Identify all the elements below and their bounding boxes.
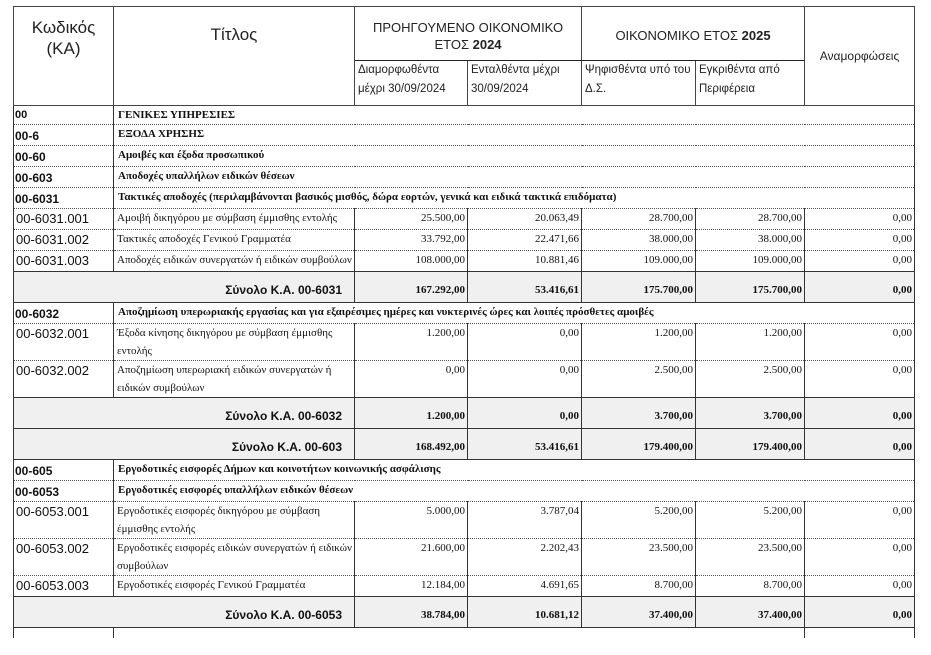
item-approved: 8.700,00	[696, 576, 805, 597]
total-approved: 175.700,00	[696, 272, 805, 303]
header-current-year	[582, 7, 805, 61]
budget-table	[13, 6, 915, 638]
total-reflows: 0,00	[805, 597, 915, 628]
section-code: 00-6031	[14, 188, 114, 209]
section-code: 00-6	[14, 125, 114, 146]
item-formed: 0,00	[355, 361, 468, 398]
item-approved: 28.700,00	[696, 209, 805, 230]
item-reflows: 0,00	[805, 209, 915, 230]
total-committed: 0,00	[468, 398, 582, 429]
section-title: ΓΕΝΙΚΕΣ ΥΠΗΡΕΣΙΕΣ	[114, 106, 915, 125]
section-row	[14, 146, 915, 167]
total-row	[14, 597, 915, 628]
item-code: 00-6031.003	[14, 251, 114, 272]
item-voted: 8.700,00	[582, 576, 696, 597]
item-reflows: 0,00	[805, 576, 915, 597]
header-voted: Ψηφισθέντα υπό του Δ.Σ.	[582, 61, 696, 106]
item-title: Αποδοχές ειδικών συνεργατών ή ειδικών συμβούλων	[114, 251, 355, 272]
item-voted: 28.700,00	[582, 209, 696, 230]
item-code: 00-6032.001	[14, 324, 114, 361]
item-title: Αμοιβή δικηγόρου με σύμβαση έμμισθης εντολής	[114, 209, 355, 230]
total-approved: 37.400,00	[696, 597, 805, 628]
total-formed: 1.200,00	[355, 398, 468, 429]
item-title: Εργοδοτικές εισφορές Γενικού Γραμματέα	[114, 576, 355, 597]
item-formed: 33.792,00	[355, 230, 468, 251]
item-code: 00-6053.002	[14, 539, 114, 576]
prev-year-label: ΠΡΟΗΓΟΥΜΕΝΟ ΟΙΚΟΝΟΜΙΚΟ ΕΤΟΣ	[372, 19, 564, 52]
total-formed: 168.492,00	[355, 429, 468, 460]
section-title: Αποζημίωση υπερωριακής εργασίας και για εξαιρέσιμες ημέρες και νυκτερινές ώρες και λοιπές πρόσθετες αμοιβές	[114, 303, 915, 324]
item-committed: 20.063,49	[468, 209, 582, 230]
total-reflows: 0,00	[805, 272, 915, 303]
section-title: Εργοδοτικές εισφορές υπαλλήλων ειδικών θέσεων	[114, 481, 915, 502]
item-voted: 2.500,00	[582, 361, 696, 398]
table-row	[14, 502, 915, 539]
item-committed: 0,00	[468, 324, 582, 361]
section-code: 00-603	[14, 167, 114, 188]
item-title: Έξοδα κίνησης δικηγόρου με σύμβαση έμμισθης εντολής	[114, 324, 355, 361]
item-reflows: 0,00	[805, 539, 915, 576]
item-code: 00-6031.001	[14, 209, 114, 230]
total-voted: 179.400,00	[582, 429, 696, 460]
item-reflows: 0,00	[805, 230, 915, 251]
section-title: Εργοδοτικές εισφορές Δήμων και κοινοτήτων κοινωνικής ασφάλισης	[114, 460, 915, 481]
item-title: Αποζημίωση υπερωριακή ειδικών συνεργατών ή ειδικών συμβούλων	[114, 361, 355, 398]
total-committed: 53.416,61	[468, 272, 582, 303]
section-code: 00-6053	[14, 481, 114, 502]
section-row	[14, 167, 915, 188]
item-voted: 5.200,00	[582, 502, 696, 539]
total-approved: 179.400,00	[696, 429, 805, 460]
item-reflows: 0,00	[805, 251, 915, 272]
item-committed: 0,00	[468, 361, 582, 398]
table-row	[14, 230, 915, 251]
total-voted: 3.700,00	[582, 398, 696, 429]
total-row	[14, 272, 915, 303]
table-row	[14, 361, 915, 398]
item-title: Εργοδοτικές εισφορές ειδικών συνεργατών ή ειδικών συμβούλων	[114, 539, 355, 576]
gap-cell	[114, 628, 805, 639]
item-approved: 1.200,00	[696, 324, 805, 361]
item-code: 00-6053.001	[14, 502, 114, 539]
total-voted: 175.700,00	[582, 272, 696, 303]
cur-year-label: ΟΙΚΟΝΟΜΙΚΟ ΕΤΟΣ	[615, 28, 739, 44]
budget-table-page	[13, 6, 914, 638]
section-title: ΕΞΟΔΑ ΧΡΗΣΗΣ	[114, 125, 915, 146]
item-title: Εργοδοτικές εισφορές δικηγόρου με σύμβαση έμμισθης εντολής	[114, 502, 355, 539]
table-row	[14, 251, 915, 272]
item-committed: 2.202,43	[468, 539, 582, 576]
item-committed: 4.691,65	[468, 576, 582, 597]
section-row	[14, 303, 915, 324]
section-title: Τακτικές αποδοχές (περιλαμβάνονται βασικός μισθός, δώρα εορτών, γενικά και ειδικά τακτικά επιδόματα)	[114, 188, 915, 209]
item-formed: 25.500,00	[355, 209, 468, 230]
item-code: 00-6032.002	[14, 361, 114, 398]
item-formed: 5.000,00	[355, 502, 468, 539]
section-code: 00-605	[14, 460, 114, 481]
item-reflows: 0,00	[805, 361, 915, 398]
gap-cell	[14, 628, 114, 639]
total-formed: 38.784,00	[355, 597, 468, 628]
item-committed: 22.471,66	[468, 230, 582, 251]
item-approved: 109.000,00	[696, 251, 805, 272]
item-formed: 108.000,00	[355, 251, 468, 272]
total-reflows: 0,00	[805, 429, 915, 460]
item-title: Τακτικές αποδοχές Γενικού Γραμματέα	[114, 230, 355, 251]
total-label: Σύνολο Κ.Α. 00-6032	[14, 398, 355, 429]
section-code: 00	[14, 106, 114, 125]
prev-year-value: 2024	[472, 36, 502, 52]
section-title: Αμοιβές και έξοδα προσωπικού	[114, 146, 915, 167]
header-formed: Διαμορφωθέντα μέχρι 30/09/2024	[355, 61, 468, 106]
table-row-continuation	[14, 628, 915, 639]
section-code: 00-60	[14, 146, 114, 167]
item-approved: 38.000,00	[696, 230, 805, 251]
total-voted: 37.400,00	[582, 597, 696, 628]
table-row	[14, 209, 915, 230]
item-reflows: 0,00	[805, 324, 915, 361]
section-code: 00-6032	[14, 303, 114, 324]
item-formed: 12.184,00	[355, 576, 468, 597]
total-approved: 3.700,00	[696, 398, 805, 429]
total-formed: 167.292,00	[355, 272, 468, 303]
total-reflows: 0,00	[805, 398, 915, 429]
item-code: 00-6053.003	[14, 576, 114, 597]
section-row	[14, 188, 915, 209]
section-row	[14, 125, 915, 146]
total-committed: 10.681,12	[468, 597, 582, 628]
header-title: Τίτλος	[114, 7, 355, 106]
section-row	[14, 460, 915, 481]
table-row	[14, 324, 915, 361]
header-reflows: Αναμορφώσεις	[805, 7, 915, 106]
header-approved: Εγκριθέντα από Περιφέρεια	[696, 61, 805, 106]
item-approved: 2.500,00	[696, 361, 805, 398]
table-header	[14, 7, 915, 106]
table-row	[14, 539, 915, 576]
section-row	[14, 106, 915, 125]
gap-cell	[805, 628, 915, 639]
total-committed: 53.416,61	[468, 429, 582, 460]
total-row	[14, 398, 915, 429]
section-title: Αποδοχές υπαλλήλων ειδικών θέσεων	[114, 167, 915, 188]
item-approved: 23.500,00	[696, 539, 805, 576]
item-committed: 10.881,46	[468, 251, 582, 272]
item-voted: 23.500,00	[582, 539, 696, 576]
total-label: Σύνολο Κ.Α. 00-6031	[14, 272, 355, 303]
item-reflows: 0,00	[805, 502, 915, 539]
item-approved: 5.200,00	[696, 502, 805, 539]
table-row	[14, 576, 915, 597]
item-formed: 21.600,00	[355, 539, 468, 576]
total-label: Σύνολο Κ.Α. 00-6053	[14, 597, 355, 628]
section-row	[14, 481, 915, 502]
total-row	[14, 429, 915, 460]
item-voted: 109.000,00	[582, 251, 696, 272]
header-code: Κωδικός (ΚΑ)	[14, 7, 114, 106]
item-voted: 38.000,00	[582, 230, 696, 251]
item-committed: 3.787,04	[468, 502, 582, 539]
total-label: Σύνολο Κ.Α. 00-603	[14, 429, 355, 460]
header-committed: Ενταλθέντα μέχρι 30/09/2024	[468, 61, 582, 106]
item-code: 00-6031.002	[14, 230, 114, 251]
cur-year-value: 2025	[741, 28, 771, 44]
header-prev-year	[355, 7, 582, 61]
table-body	[14, 106, 915, 639]
item-formed: 1.200,00	[355, 324, 468, 361]
item-voted: 1.200,00	[582, 324, 696, 361]
